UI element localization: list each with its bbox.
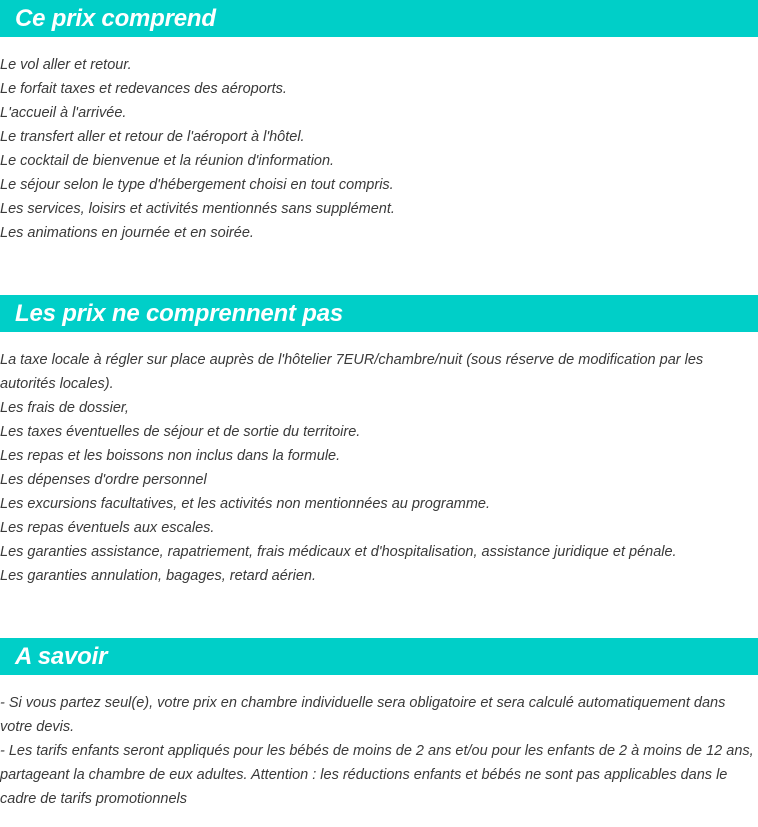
included-list <box>0 53 758 245</box>
list-item: Le séjour selon le type d'hébergement choisi en tout compris. <box>0 177 394 193</box>
list-item: Les animations en journée et en soirée. <box>0 225 254 241</box>
list-item: Le cocktail de bienvenue et la réunion d'information. <box>0 153 335 169</box>
list-item: Les garanties assistance, rapatriement, frais médicaux et d'hospitalisation, assistance juridique et pénale. <box>0 544 677 560</box>
list-item: La taxe locale à régler sur place auprès de l'hôtelier 7EUR/chambre/nuit (sous réserve de modification par les autorités locales). <box>0 352 704 392</box>
list-item: Les frais de dossier, <box>0 400 129 416</box>
list-item: Les taxes éventuelles de séjour et de sortie du territoire. <box>0 424 361 440</box>
list-item: Le transfert aller et retour de l'aéroport à l'hôtel. <box>0 129 305 145</box>
list-item: Le vol aller et retour. <box>0 57 132 73</box>
not-included-list <box>0 348 758 588</box>
section-title-included: Ce prix comprend <box>0 0 758 37</box>
section-title-not-included: Les prix ne comprennent pas <box>0 295 758 332</box>
list-item: Les excursions facultatives, et les activités non mentionnées au programme. <box>0 496 491 512</box>
list-item: Les repas éventuels aux escales. <box>0 520 215 536</box>
list-item: Les repas et les boissons non inclus dans la formule. <box>0 448 341 464</box>
info-paragraph: - Si vous partez seul(e), votre prix en chambre individuelle sera obligatoire et sera calculé automatiquement dans votre devis. <box>0 695 726 735</box>
info-paragraph: - Les tarifs enfants seront appliqués pour les bébés de moins de 2 ans et/ou pour les enfants de 2 à moins de 12 ans, partageant la chambre de eux adultes. Attention : les réductions enfants et bébés ne sont pas applicables dans le cadre de tarifs promotionnels <box>0 743 754 807</box>
good-to-know-text <box>0 691 758 811</box>
list-item: L'accueil à l'arrivée. <box>0 105 127 121</box>
list-item: Les garanties annulation, bagages, retard aérien. <box>0 568 316 584</box>
list-item: Le forfait taxes et redevances des aéroports. <box>0 81 287 97</box>
list-item: Les services, loisirs et activités mentionnés sans supplément. <box>0 201 395 217</box>
section-title-good-to-know: A savoir <box>0 638 758 675</box>
list-item: Les dépenses d'ordre personnel <box>0 472 207 488</box>
